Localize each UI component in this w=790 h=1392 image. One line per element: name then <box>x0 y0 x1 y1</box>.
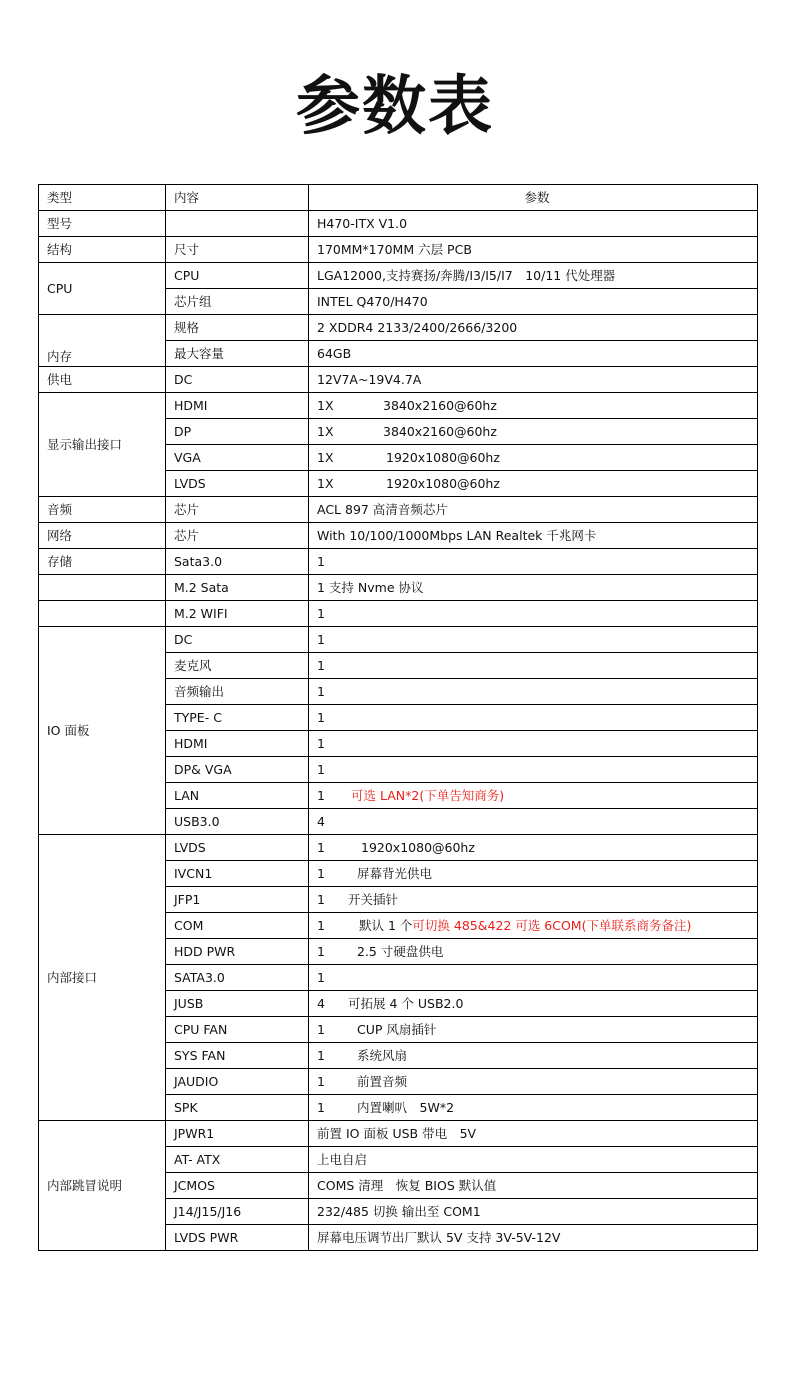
category-label: 结构 <box>39 237 166 263</box>
item-cell: HDD PWR <box>166 939 309 965</box>
count-text: 1 <box>317 1099 325 1115</box>
desc-text: 默认 1 个 <box>359 917 413 933</box>
value-cell <box>309 991 758 1017</box>
item-cell: 规格 <box>166 315 309 341</box>
value-cell: 1 <box>309 757 758 783</box>
category-label: 存储 <box>39 549 166 575</box>
value-cell <box>309 445 758 471</box>
item-cell: CPU <box>166 263 309 289</box>
table-row <box>39 393 758 419</box>
count-text: 1 <box>317 1073 325 1089</box>
count-text: 1 <box>317 891 325 907</box>
item-cell: SATA3.0 <box>166 965 309 991</box>
item-cell: SPK <box>166 1095 309 1121</box>
item-cell: J14/J15/J16 <box>166 1199 309 1225</box>
item-cell: M.2 Sata <box>166 575 309 601</box>
value-cell <box>309 1069 758 1095</box>
value-cell <box>309 965 758 991</box>
item-cell: DC <box>166 367 309 393</box>
item-cell: CPU FAN <box>166 1017 309 1043</box>
item-cell: TYPE- C <box>166 705 309 731</box>
desc-text: 可拓展 4 个 USB2.0 <box>348 995 464 1011</box>
table-row <box>39 211 758 237</box>
value-cell <box>309 913 758 939</box>
desc-text: 1920x1080@60hz <box>361 839 475 855</box>
value-cell: 2 XDDR4 2133/2400/2666/3200 <box>309 315 758 341</box>
category-label: CPU <box>39 263 166 315</box>
page-title: 参数表 <box>296 70 494 144</box>
item-cell: 音频输出 <box>166 679 309 705</box>
table-row <box>39 315 758 341</box>
desc-text: 开关插针 <box>348 891 399 907</box>
value-cell <box>309 419 758 445</box>
value-cell <box>309 835 758 861</box>
option-note: 可切换 485&422 可选 6COM(下单联系商务备注) <box>412 917 692 933</box>
category-label: 网络 <box>39 523 166 549</box>
value-cell: 前置 IO 面板 USB 带电 5V <box>309 1121 758 1147</box>
item-cell: JCMOS <box>166 1173 309 1199</box>
item-cell: LVDS PWR <box>166 1225 309 1251</box>
count-text: 1 <box>317 839 325 855</box>
header-type: 类型 <box>39 185 166 211</box>
option-note: 可选 LAN*2(下单告知商务) <box>351 787 505 803</box>
table-row <box>39 835 758 861</box>
item-cell: 芯片 <box>166 497 309 523</box>
value-cell: 1 <box>309 679 758 705</box>
value-cell <box>309 393 758 419</box>
value-cell: 1 <box>309 627 758 653</box>
item-cell: Sata3.0 <box>166 549 309 575</box>
table-row <box>39 549 758 575</box>
count-text: 1 <box>317 1047 325 1063</box>
value-cell: With 10/100/1000Mbps LAN Realtek 千兆网卡 <box>309 523 758 549</box>
table-row <box>39 1121 758 1147</box>
item-cell: 芯片 <box>166 523 309 549</box>
count-text: 4 <box>317 995 325 1011</box>
category-label <box>39 575 166 601</box>
item-cell: LVDS <box>166 471 309 497</box>
table-row <box>39 627 758 653</box>
value-cell: LGA12000,支持赛扬/奔腾/I3/I5/I7 10/11 代处理器 <box>309 263 758 289</box>
value-cell: 1 <box>309 731 758 757</box>
value-cell: 4 <box>309 809 758 835</box>
header-content: 内容 <box>166 185 309 211</box>
item-cell: IVCN1 <box>166 861 309 887</box>
count-text: 1X <box>317 449 334 465</box>
value-cell: 上电自启 <box>309 1147 758 1173</box>
category-label: 显示输出接口 <box>39 393 166 497</box>
desc-text: 屏幕背光供电 <box>357 865 433 881</box>
value-cell <box>309 887 758 913</box>
table-header-row <box>39 185 758 211</box>
value-cell <box>309 861 758 887</box>
count-text: 1 <box>317 969 325 985</box>
value-cell <box>309 1017 758 1043</box>
category-label: 内部接口 <box>39 835 166 1121</box>
resolution-text: 3840x2160@60hz <box>383 423 497 439</box>
table-row <box>39 575 758 601</box>
value-cell: 1 <box>309 653 758 679</box>
value-cell: 1 <box>309 705 758 731</box>
value-cell: H470-ITX V1.0 <box>309 211 758 237</box>
item-cell: M.2 WIFI <box>166 601 309 627</box>
count-text: 1X <box>317 423 334 439</box>
value-cell: 屏幕电压调节出厂默认 5V 支持 3V-5V-12V <box>309 1225 758 1251</box>
spec-table <box>38 184 758 1251</box>
category-label: 音频 <box>39 497 166 523</box>
desc-text: 内置喇叭 5W*2 <box>357 1099 455 1115</box>
item-cell: JFP1 <box>166 887 309 913</box>
category-label: 型号 <box>39 211 166 237</box>
category-label: 内部跳冒说明 <box>39 1121 166 1251</box>
table-row <box>39 367 758 393</box>
value-cell <box>309 471 758 497</box>
value-cell: 232/485 切换 输出至 COM1 <box>309 1199 758 1225</box>
category-label: 内存 <box>39 315 166 367</box>
count-text: 1 <box>317 865 325 881</box>
desc-text: 系统风扇 <box>357 1047 408 1063</box>
resolution-text: 3840x2160@60hz <box>383 397 497 413</box>
value-cell: 1 支持 Nvme 协议 <box>309 575 758 601</box>
value-cell: ACL 897 高清音频芯片 <box>309 497 758 523</box>
count-text: 1 <box>317 943 325 959</box>
item-cell: JPWR1 <box>166 1121 309 1147</box>
count-text: 1 <box>317 1021 325 1037</box>
item-cell: JUSB <box>166 991 309 1017</box>
value-cell: INTEL Q470/H470 <box>309 289 758 315</box>
value-cell <box>309 1043 758 1069</box>
value-cell <box>309 783 758 809</box>
count-text: 1X <box>317 475 334 491</box>
item-cell: HDMI <box>166 731 309 757</box>
table-row <box>39 497 758 523</box>
value-cell: 64GB <box>309 341 758 367</box>
value-cell: 12V7A~19V4.7A <box>309 367 758 393</box>
value-cell: COMS 清理 恢复 BIOS 默认值 <box>309 1173 758 1199</box>
count-text: 1 <box>317 917 325 933</box>
item-cell: JAUDIO <box>166 1069 309 1095</box>
item-cell: 尺寸 <box>166 237 309 263</box>
item-cell: HDMI <box>166 393 309 419</box>
item-cell: 芯片组 <box>166 289 309 315</box>
category-label <box>39 601 166 627</box>
resolution-text: 1920x1080@60hz <box>386 475 500 491</box>
category-label: IO 面板 <box>39 627 166 835</box>
table-row <box>39 237 758 263</box>
item-cell: USB3.0 <box>166 809 309 835</box>
desc-text: CUP 风扇插针 <box>357 1021 437 1037</box>
value-cell: 1 <box>309 601 758 627</box>
count-text: 1 <box>317 787 325 803</box>
item-cell: LVDS <box>166 835 309 861</box>
value-cell <box>309 1095 758 1121</box>
table-row <box>39 263 758 289</box>
item-cell: 最大容量 <box>166 341 309 367</box>
count-text: 1X <box>317 397 334 413</box>
category-label: 供电 <box>39 367 166 393</box>
value-cell <box>309 939 758 965</box>
desc-text: 前置音频 <box>357 1073 408 1089</box>
item-cell: 麦克风 <box>166 653 309 679</box>
item-cell: DP <box>166 419 309 445</box>
item-cell: VGA <box>166 445 309 471</box>
item-cell: DC <box>166 627 309 653</box>
table-row <box>39 601 758 627</box>
header-params: 参数 <box>309 185 758 211</box>
item-cell <box>166 211 309 237</box>
item-cell: DP& VGA <box>166 757 309 783</box>
item-cell: LAN <box>166 783 309 809</box>
item-cell: AT- ATX <box>166 1147 309 1173</box>
desc-text: 2.5 寸硬盘供电 <box>357 943 444 959</box>
value-cell: 170MM*170MM 六层 PCB <box>309 237 758 263</box>
table-row <box>39 523 758 549</box>
item-cell: SYS FAN <box>166 1043 309 1069</box>
item-cell: COM <box>166 913 309 939</box>
resolution-text: 1920x1080@60hz <box>386 449 500 465</box>
value-cell: 1 <box>309 549 758 575</box>
